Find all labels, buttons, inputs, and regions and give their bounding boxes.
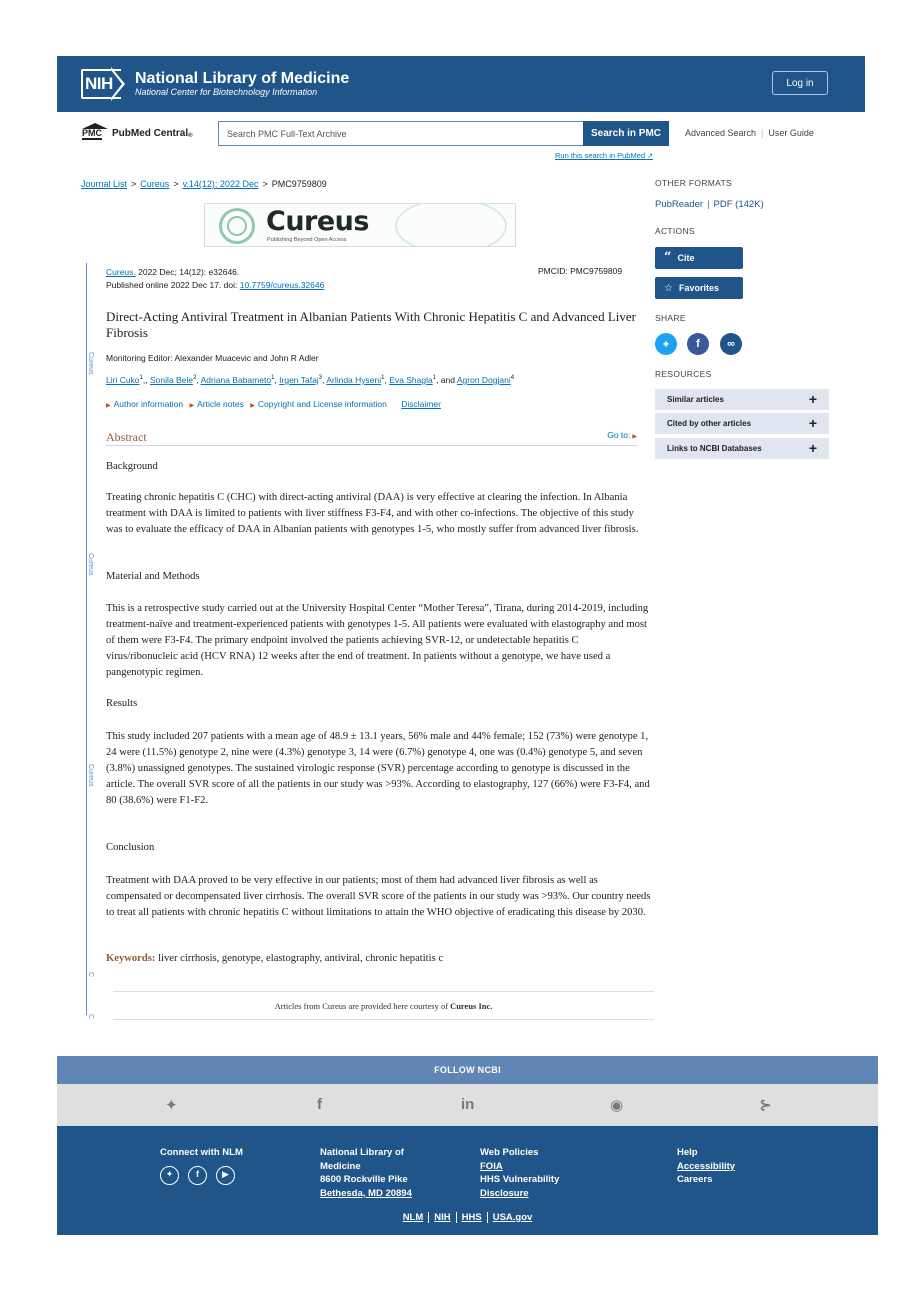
rail-label[interactable]: Cureus <box>87 553 94 576</box>
abstract-text-background: Treating chronic hepatitis C (CHC) with direct-acting antiviral (DAA) is very effective at clearing the infection. In Albania treatment with DAA is limited to patients with liver stiffness F3-F4, and with other co-infections. The objective of this study was to evaluate the efficacy of DAA in Albanian patients with genotypes 1-5, who mostly suffer from advanced liver fibrosis. <box>106 492 639 535</box>
pmc-logo-text: PubMed Central <box>112 128 189 139</box>
plus-icon: + <box>808 415 817 431</box>
breadcrumb-current: PMC9759809 <box>271 179 327 189</box>
breadcrumb: Journal List > Cureus > v.14(12); 2022 Dec > PMC9759809 <box>81 179 327 189</box>
caret-right-icon: ▶ <box>250 403 255 409</box>
author-separator: , <box>384 375 387 385</box>
facebook-share-icon[interactable]: f <box>687 333 709 355</box>
abstract-subheading-methods: Material and Methods <box>106 571 200 582</box>
breadcrumb-journal[interactable]: Cureus <box>140 179 170 189</box>
author-joiner: and <box>438 375 457 385</box>
author-separator: , <box>196 375 199 385</box>
other-formats-heading: OTHER FORMATS <box>655 178 732 188</box>
keywords <box>106 953 443 964</box>
author-link[interactable]: Agron Dogjani <box>456 375 511 385</box>
github-icon[interactable]: ◉ <box>610 1097 624 1114</box>
connect-with-nlm: Connect with NLM <box>160 1147 243 1158</box>
author-link[interactable]: Liri Cuko <box>106 375 140 385</box>
linkedin-icon[interactable]: in <box>461 1096 475 1113</box>
resources-heading: RESOURCES <box>655 369 712 379</box>
plus-icon: + <box>808 440 817 456</box>
author-separator: , <box>322 375 325 385</box>
footer-policies <box>480 1146 559 1200</box>
abstract-heading-bar <box>106 428 637 446</box>
careers-link[interactable]: Careers <box>677 1174 713 1185</box>
nlm-twitter-icon[interactable]: ✦ <box>160 1166 179 1185</box>
star-icon: ☆ <box>664 282 673 294</box>
caret-right-icon: ▶ <box>189 403 195 409</box>
breadcrumb-journal-list[interactable]: Journal List <box>81 179 128 189</box>
twitter-icon[interactable]: ✦ <box>165 1097 178 1114</box>
resource-similar-articles[interactable]: Similar articles + <box>655 389 829 410</box>
follow-ncbi-bar: FOLLOW NCBI <box>57 1056 878 1084</box>
login-button[interactable]: Log in <box>772 71 828 95</box>
nih-header <box>57 56 865 112</box>
keywords-label: Keywords: <box>106 953 156 964</box>
author-list <box>106 375 514 385</box>
pdf-link[interactable]: PDF (142K) <box>713 199 764 210</box>
article-notes-link[interactable]: ▶ Article notes <box>189 399 244 409</box>
author-link[interactable]: Arlinda Hyseni <box>326 375 382 385</box>
pmc-logo[interactable] <box>81 123 193 139</box>
author-affiliation[interactable]: 1 <box>381 375 385 382</box>
abstract-subheading-results: Results <box>106 698 138 709</box>
share-heading: SHARE <box>655 313 686 323</box>
hhs-vulnerability[interactable]: HHS Vulnerability <box>480 1174 560 1185</box>
nih-badge-text: NIH <box>85 74 113 93</box>
actions-heading: ACTIONS <box>655 226 695 236</box>
author-affiliation[interactable]: 1 <box>139 375 143 382</box>
hhs-link[interactable]: HHS <box>456 1212 487 1223</box>
external-link-icon: ↗ <box>647 153 654 160</box>
breadcrumb-issue[interactable]: v.14(12); 2022 Dec <box>182 179 259 189</box>
doi-link[interactable]: 10.7759/cureus.32646 <box>239 280 325 290</box>
journal-banner-title: Cureus <box>266 206 369 237</box>
author-affiliation[interactable]: 2 <box>193 375 197 382</box>
facebook-icon[interactable]: f <box>317 1096 322 1113</box>
author-separator: , <box>436 375 439 385</box>
published-online: Published online 2022 Dec 17. doi: <box>106 280 240 290</box>
monitoring-editors: Monitoring Editor: Alexander Muacevic and John R Adler <box>106 353 319 363</box>
quote-icon: “ <box>664 250 672 265</box>
author-joiner: , <box>145 375 150 385</box>
author-separator: , <box>274 375 277 385</box>
journal-banner[interactable] <box>204 203 516 247</box>
abstract-text-methods: This is a retrospective study carried out at the University Hospital Center “Mother Teresa”, Tirana, during 2014-2019, including treatment-naïve and treatment-experienced patients with genotypes 1-5. All patients were evaluated with elastography and most of them were F3-F4. The primary endpoint involved the patients achieving SVR-12, or undetectable hepatitis C virus/ribonucleic acid (HCV RNA) 12 weeks after the end of treatment. In patients without a genotype, we have used a pangenotypic regimen. <box>106 603 649 678</box>
goto-link[interactable]: Go to: ▶ <box>607 430 637 440</box>
pmc-logo-reg: ® <box>188 133 193 139</box>
pmcid: PMCID: PMC9759809 <box>538 266 623 276</box>
author-affiliation[interactable]: 4 <box>510 375 515 382</box>
search-input[interactable]: Search PMC Full-Text Archive <box>218 121 584 146</box>
abstract-subheading-conclusion: Conclusion <box>106 842 155 853</box>
link-share-icon[interactable]: ∞ <box>720 333 742 355</box>
author-link[interactable]: Adriana Babameto <box>200 375 272 385</box>
abstract-heading: Abstract <box>106 430 147 444</box>
author-link[interactable]: Eva Shagla <box>389 375 433 385</box>
article-info-links <box>106 399 441 409</box>
rail-label[interactable]: Cureus <box>87 764 94 787</box>
abstract-text-conclusion: Treatment with DAA proved to be very effective in our patients; most of them had advanced liver fibrosis as well as compensated or decompensated liver cirrhosis. The overall SVR score of the patients in our study was >93%. Our country needs to treat all patients with chronic hepatitis C without limitations to attain the WHO objective of eradicating this disease by 2030. <box>106 875 651 918</box>
nih-logo[interactable] <box>81 69 349 99</box>
journal-watermark-seal-icon <box>395 203 507 247</box>
author-separator: , <box>142 375 146 385</box>
format-links: PubReader | PDF (142K) <box>655 199 764 210</box>
plus-icon: + <box>808 391 817 407</box>
rail-label[interactable]: C <box>87 1014 94 1020</box>
nlm-subtitle: National Center for Biotechnology Information <box>135 87 318 97</box>
user-guide-link[interactable]: User Guide <box>768 128 814 138</box>
citation-details: 2022 Dec; 14(12): e32646. <box>135 267 240 277</box>
caret-right-icon: ▶ <box>106 403 111 409</box>
author-affiliation[interactable]: 1 <box>432 375 437 382</box>
resource-ncbi-links[interactable]: Links to NCBI Databases + <box>655 438 829 459</box>
social-strip <box>57 1084 878 1126</box>
abstract-subheading-background: Background <box>106 461 158 472</box>
search-links: Advanced Search | User Guide <box>685 128 814 138</box>
favorites-button[interactable]: ☆ Favorites <box>655 277 743 299</box>
author-information-link[interactable]: ▶ Author information <box>106 399 184 409</box>
help-link[interactable]: Help <box>677 1147 698 1158</box>
disclosure-link[interactable]: Disclosure <box>480 1187 529 1199</box>
search-button[interactable]: Search in PMC <box>583 121 669 146</box>
article-title: Direct-Acting Antiviral Treatment in Albanian Patients With Chronic Hepatitis C and Advanced Liver Fibrosis <box>106 309 636 340</box>
usagov-link[interactable]: USA.gov <box>487 1212 538 1223</box>
footer-address: National Library of Medicine 8600 Rockville Pike Bethesda, MD 20894 <box>320 1147 412 1199</box>
resource-cited-by[interactable]: Cited by other articles + <box>655 413 829 434</box>
nlm-facebook-icon[interactable]: f <box>188 1166 207 1185</box>
footer-bottom-links <box>57 1212 878 1223</box>
nlm-title: National Library of Medicine <box>135 70 350 87</box>
rss-icon[interactable]: ⊱ <box>759 1097 772 1114</box>
abstract-text-results: This study included 207 patients with a mean age of 48.9 ± 13.1 years, 56% male and 44% female; 152 (73%) were genotype 1, 24 were (11.5%) genotype 2, nine were (4.3%) genotype 3, 14 were (6.7%) genotype 4, one was (0.4%) genotype 5, and seven (3.8%) unassigned genotypes. The sustained virologic response (SVR) percentage according to genotype is discussed in the article. The overall SVR score of all the patients in our study was >93%. According to elastography, 127 (66%) were F3-F4, and 80 (38.6%) were F1-F2. <box>106 731 650 806</box>
foia-link[interactable]: FOIA <box>480 1160 503 1172</box>
nih-link[interactable]: NIH <box>428 1212 455 1223</box>
author-affiliation[interactable]: 3 <box>318 375 323 382</box>
author-link[interactable]: Sonila Bele <box>150 375 194 385</box>
caret-right-icon: ▶ <box>632 434 637 440</box>
keywords-list: liver cirrhosis, genotype, elastography, antiviral, chronic hepatitis c <box>155 953 444 964</box>
rail-label[interactable]: C <box>87 972 94 978</box>
author-affiliation[interactable]: 1 <box>271 375 275 382</box>
citation-block <box>106 266 324 292</box>
nlm-link[interactable]: NLM <box>402 1212 424 1223</box>
accessibility-link[interactable]: Accessibility <box>677 1160 736 1172</box>
cite-button[interactable]: “ Cite <box>655 247 743 269</box>
author-link[interactable]: Irgen Tafaj <box>279 375 319 385</box>
pmc-building-icon: PMC <box>81 123 109 139</box>
twitter-share-icon[interactable]: ✦ <box>655 333 677 355</box>
run-in-pubmed-link[interactable]: Run this search in PubMed ↗ <box>555 151 654 160</box>
disclaimer-link[interactable]: Disclaimer <box>401 399 441 409</box>
copyright-link[interactable]: ▶ Copyright and License information <box>250 399 387 409</box>
courtesy-publisher[interactable]: Cureus Inc. <box>450 1000 493 1011</box>
footer-help <box>677 1146 735 1187</box>
web-policies[interactable]: Web Policies <box>480 1147 539 1158</box>
courtesy-note: Articles from Cureus are provided here courtesy of Cureus Inc. <box>113 991 654 1020</box>
address-link[interactable]: Bethesda, MD 20894 <box>320 1187 412 1199</box>
nlm-youtube-icon[interactable]: ▶ <box>216 1166 235 1185</box>
footer <box>57 1126 878 1235</box>
journal-banner-tagline: Publishing Beyond Open Access <box>267 237 347 243</box>
rail-label[interactable]: Cureus <box>87 352 94 375</box>
advanced-search-link[interactable]: Advanced Search <box>685 128 757 138</box>
pubreader-link[interactable]: PubReader <box>655 199 704 210</box>
citation-journal-link[interactable]: Cureus. <box>106 267 136 277</box>
footer-connect <box>160 1146 244 1185</box>
nih-badge-icon <box>81 69 129 99</box>
